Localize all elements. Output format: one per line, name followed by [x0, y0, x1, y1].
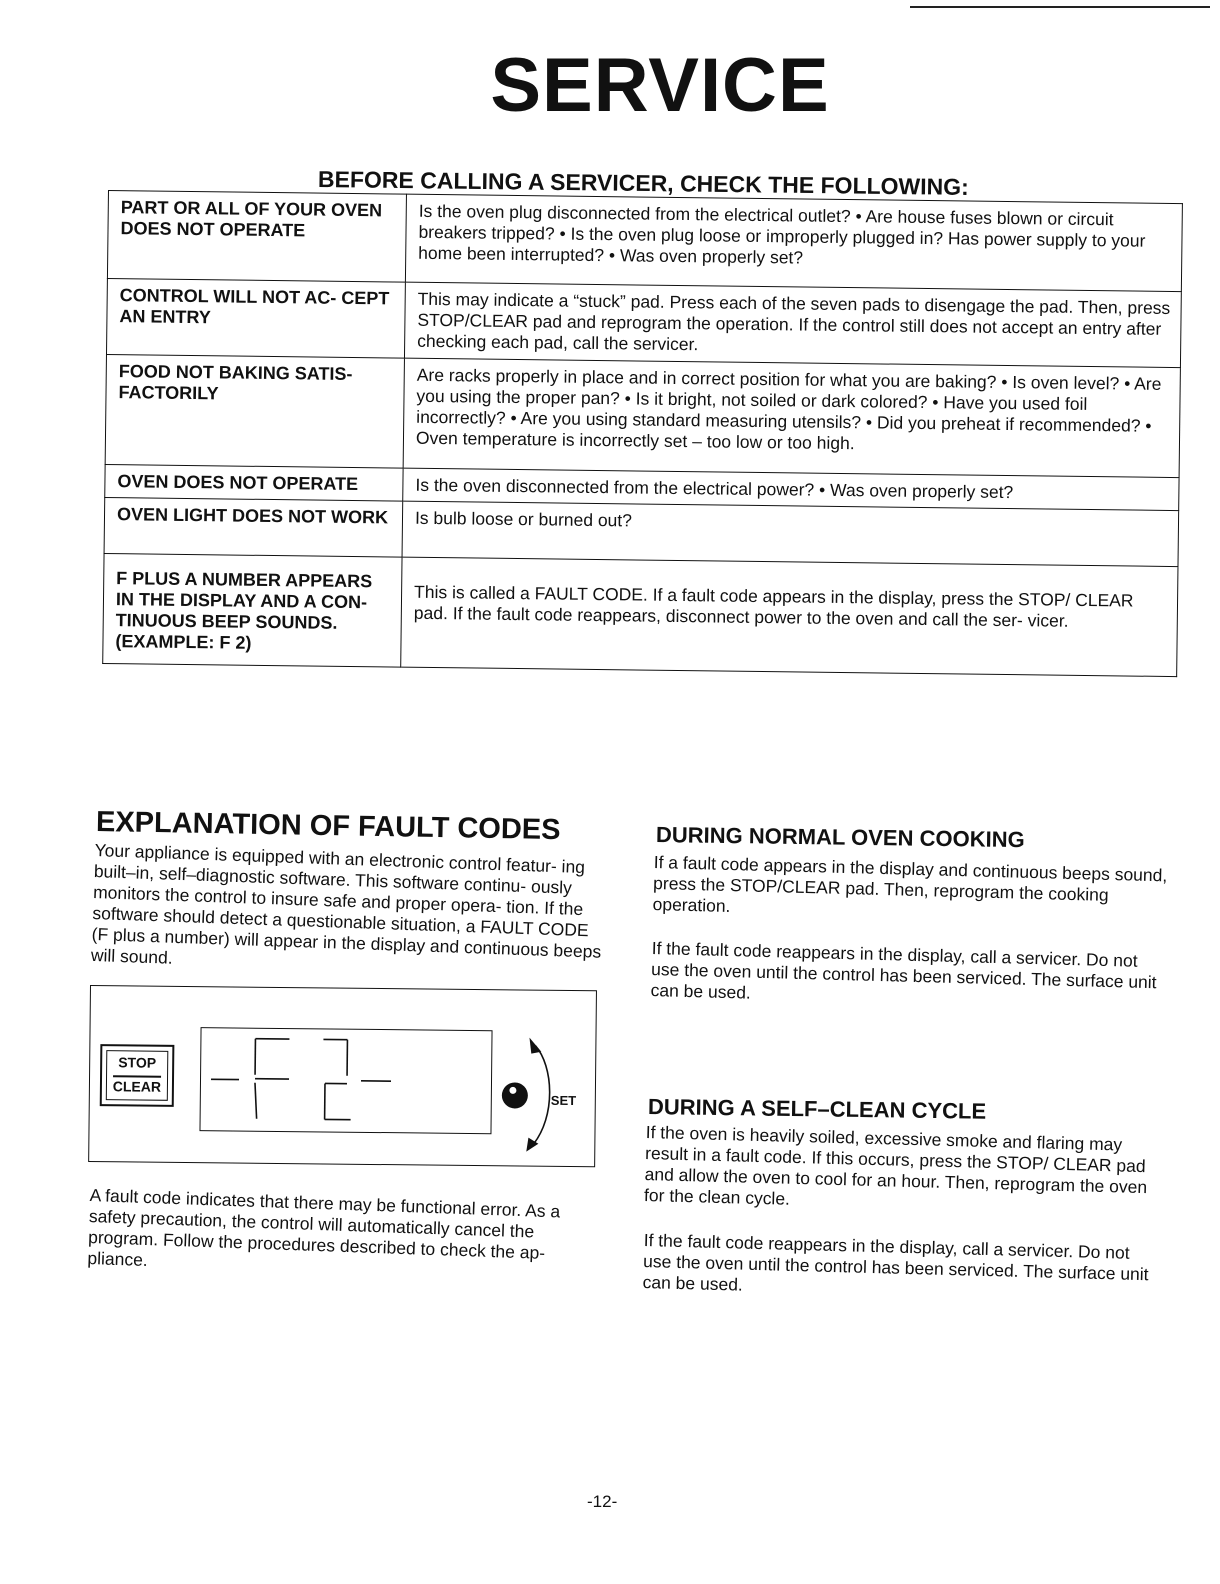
fault-code-readout: [200, 1028, 491, 1133]
remedy-cell: This is called a FAULT CODE. If a fault code appears in the display, press the STOP/ CLEAR pad. If the fault code reappears, disconnect power to the oven and call the ser- vicer.: [401, 557, 1178, 676]
self-clean-heading: DURING A SELF–CLEAN CYCLE: [647, 1094, 987, 1124]
self-clean-paragraph: If the oven is heavily soiled, excessive smoke and flaring may result in a fault code. If this occurs, press the STOP/ CLEAR pad and allow the oven to cool for an hour. Then, reprogram the oven for the clean cycle.: [643, 1122, 1148, 1209]
checklist-heading: BEFORE CALLING A SERVICER, CHECK THE FOLLOWING:: [317, 166, 969, 200]
remedy-cell: This may indicate a “stuck” pad. Press each of the seven pads to disengage the pad. Then, press STOP/CLEAR pad and reprogram the operation. If the control still does not accept an entry after checking each pad, call the servicer.: [404, 282, 1181, 367]
self-clean-paragraph: If the fault code reappears in the display, call a servicer. Do not use the oven until the control has been serviced. The surface unit can be used.: [642, 1230, 1149, 1295]
table-row: [106, 278, 1181, 367]
problem-cell: FOOD NOT BAKING SATIS- FACTORILY: [105, 354, 404, 468]
checklist-table: [102, 190, 1183, 677]
normal-cooking-heading: DURING NORMAL OVEN COOKING: [655, 822, 1025, 853]
stop-clear-pad: [100, 1044, 175, 1107]
fault-codes-heading: EXPLANATION OF FAULT CODES: [95, 806, 561, 847]
pad-label-clear: CLEAR: [112, 1078, 162, 1095]
lcd-window: [199, 1027, 492, 1134]
pad-label-stop: STOP: [118, 1054, 157, 1071]
problem-cell: F PLUS A NUMBER APPEARS IN THE DISPLAY AND A CON- TINUOUS BEEP SOUNDS. (EXAMPLE: F 2): [103, 553, 402, 667]
pad-divider: [113, 1075, 161, 1077]
normal-cooking-paragraph: If a fault code appears in the display and continuous beeps sound, press the STOP/CLEAR pad. Then, reprogram the cooking operation.: [652, 852, 1168, 917]
remedy-cell: Is bulb loose or burned out?: [402, 501, 1179, 566]
page-number: -12-: [587, 1492, 618, 1511]
table-row: [105, 354, 1180, 477]
problem-cell: PART OR ALL OF YOUR OVEN DOES NOT OPERATE: [107, 191, 406, 283]
problem-cell: OVEN DOES NOT OPERATE: [105, 464, 403, 501]
problem-cell: OVEN LIGHT DOES NOT WORK: [104, 497, 403, 557]
fault-code-note: A fault code indicates that there may be functional error. As a safety precaution, the control will automatically cancel the program. Follow the procedures described to check the ap- pliance.: [87, 1185, 561, 1271]
normal-cooking-paragraph: If the fault code reappears in the display, call a servicer. Do not use the oven until the control has been serviced. The surface unit can be used.: [650, 938, 1157, 1003]
fault-codes-intro: Your appliance is equipped with an electronic control featur- ing built–in, self–diagnostic software. This software continu- ously monitors the control to insure safe and proper opera- tion. If the software should detect a questionable situation, a FAULT CODE (F plus a number) will appear in the display and continuous beeps will sound.: [90, 840, 602, 968]
table-row: [107, 191, 1182, 292]
remedy-cell: Are racks properly in place and in correct position for what you are baking? • Is oven level? • Are you using the proper pan? • Is it bright, not soiled or dark colored? • Have you used foil incorrectly? • Are you using standard measuring utensils? • Did you preheat if recommended? • Oven temperature is incorrectly set – too low or too high.: [403, 358, 1180, 477]
remedy-cell: Is the oven plug disconnected from the electrical outlet? • Are house fuses blown or circuit breakers tripped? • Is the oven plug loose or improperly plugged in? Has power supply to your home been interrupted? • Was oven properly set?: [405, 194, 1182, 291]
table-row: [103, 553, 1178, 676]
control-display-illustration: [88, 985, 597, 1167]
pad-frame: [106, 1050, 169, 1101]
set-label: SET: [550, 1092, 577, 1109]
top-rule: [910, 6, 1210, 8]
problem-cell: CONTROL WILL NOT AC- CEPT AN ENTRY: [106, 278, 405, 358]
page-title: SERVICE: [490, 43, 830, 128]
remedy-cell: Is the oven disconnected from the electrical power? • Was oven properly set?: [403, 468, 1179, 510]
